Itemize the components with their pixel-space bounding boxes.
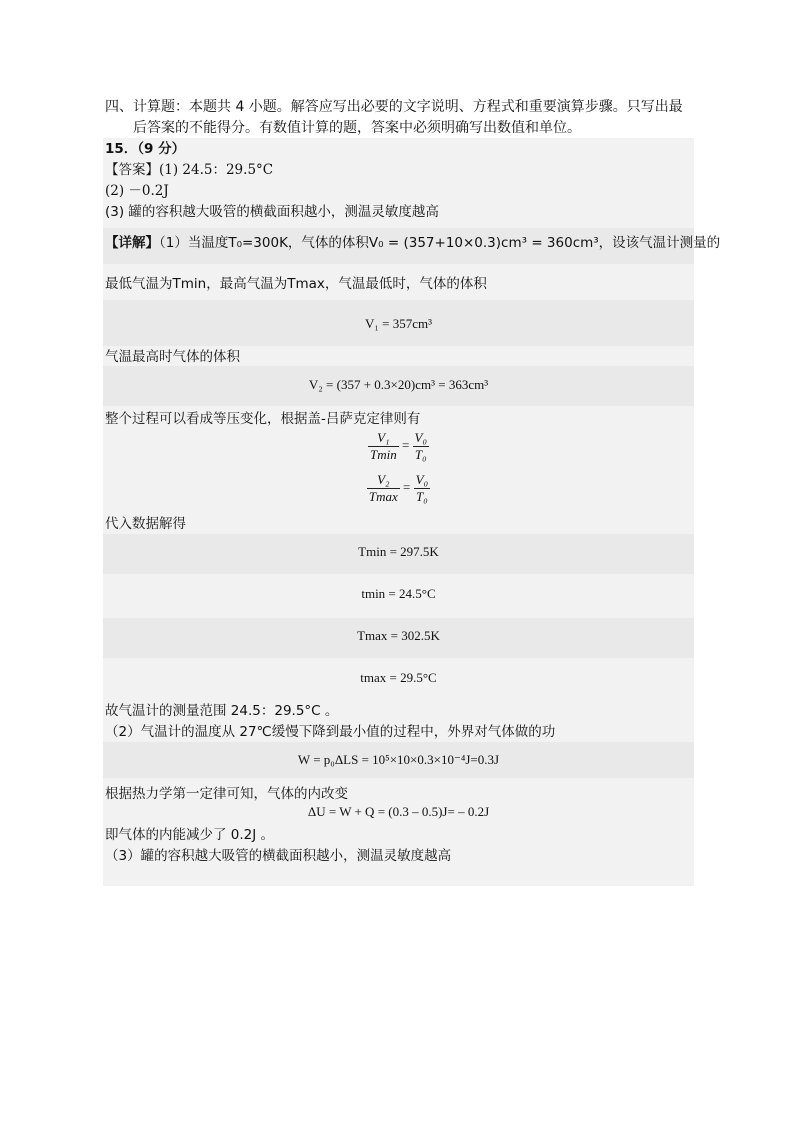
- fraction-numerator: V₀: [415, 472, 429, 487]
- answer-1: (1) 24.5：29.5°C: [159, 162, 274, 178]
- equation-work: W = p₀ΔLS = 10⁵×10×0.3×10⁻⁴J=0.3J: [297, 752, 500, 767]
- equation-tmin-celsius: tmin = 24.5°C: [361, 586, 436, 601]
- answer-3: (3) 罐的容积越大吸管的横截面积越小，测温灵敏度越高: [105, 204, 439, 220]
- detail-p6: 故气温计的测量范围 24.5：29.5°C 。: [105, 703, 339, 719]
- fraction-right: [413, 430, 429, 463]
- equation-tmax-kelvin: Tmax = 302.5K: [357, 628, 440, 643]
- detail-tag: 【详解】: [105, 235, 159, 251]
- detail-p3: 气温最高时气体的体积: [105, 349, 240, 365]
- equation-gay-lussac-2: [103, 472, 694, 505]
- equals-sign: =: [403, 479, 411, 495]
- detail-p8: 根据热力学第一定律可知，气体的内改变: [105, 786, 348, 802]
- detail-p9: 即气体的内能减少了 0.2J 。: [105, 827, 275, 843]
- equation-v2: V₂ = (357 + 0.3×20)cm³ = 363cm³: [308, 377, 489, 392]
- fraction-left: [367, 472, 400, 505]
- section-heading-line2: 后答案的不能得分。有数值计算的题，答案中必须明确写出数值和单位。: [133, 120, 581, 136]
- equation-gay-lussac-1: [103, 430, 694, 463]
- detail-p2: 最低气温为Tmin，最高气温为Tmax，气温最低时，气体的体积: [105, 276, 487, 292]
- fraction-numerator: V₂: [367, 472, 400, 489]
- fraction-left: [368, 430, 399, 463]
- fraction-denominator: T₀: [415, 489, 428, 504]
- detail-p1: （1）当温度T₀=300K，气体的体积V₀ = (357+10×0.3)cm³ = 360cm³，设该气温计测量的: [159, 235, 721, 251]
- equation-first-law: ΔU = W + Q = (0.3 – 0.5)J= – 0.2J: [307, 804, 490, 819]
- detail-p4: 整个过程可以看成等压变化，根据盖-吕萨克定律则有: [105, 411, 421, 427]
- fraction-denominator: Tmax: [368, 489, 398, 504]
- fraction-denominator: Tmin: [369, 447, 397, 462]
- detail-p7: （2）气温计的温度从 27℃缓慢下降到最小值的过程中，外界对气体做的功: [105, 724, 556, 740]
- fraction-numerator: V₁: [368, 430, 399, 447]
- section-heading-line1: 四、计算题：本题共 4 小题。解答应写出必要的文字说明、方程式和重要演算步骤。只写出最: [105, 99, 683, 115]
- answer-2: (2) －0.2J: [105, 183, 169, 199]
- detail-p10: （3）罐的容积越大吸管的横截面积越小，测温灵敏度越高: [105, 848, 452, 864]
- equation-v1: V₁ = 357cm³: [364, 316, 433, 331]
- section-heading: [105, 97, 697, 139]
- detail-line-1: [105, 234, 720, 252]
- answer-tag: 【答案】: [105, 162, 159, 178]
- equals-sign: =: [401, 437, 410, 453]
- fraction-denominator: T₀: [414, 447, 427, 462]
- fraction-right: [414, 472, 430, 505]
- equation-tmax-celsius: tmax = 29.5°C: [360, 670, 437, 685]
- answer-line-1: [105, 161, 273, 179]
- fraction-numerator: V₀: [414, 430, 428, 445]
- question-number: 15．（9 分）: [105, 141, 186, 157]
- equation-tmin-kelvin: Tmin = 297.5K: [358, 544, 439, 559]
- detail-p5: 代入数据解得: [105, 516, 186, 532]
